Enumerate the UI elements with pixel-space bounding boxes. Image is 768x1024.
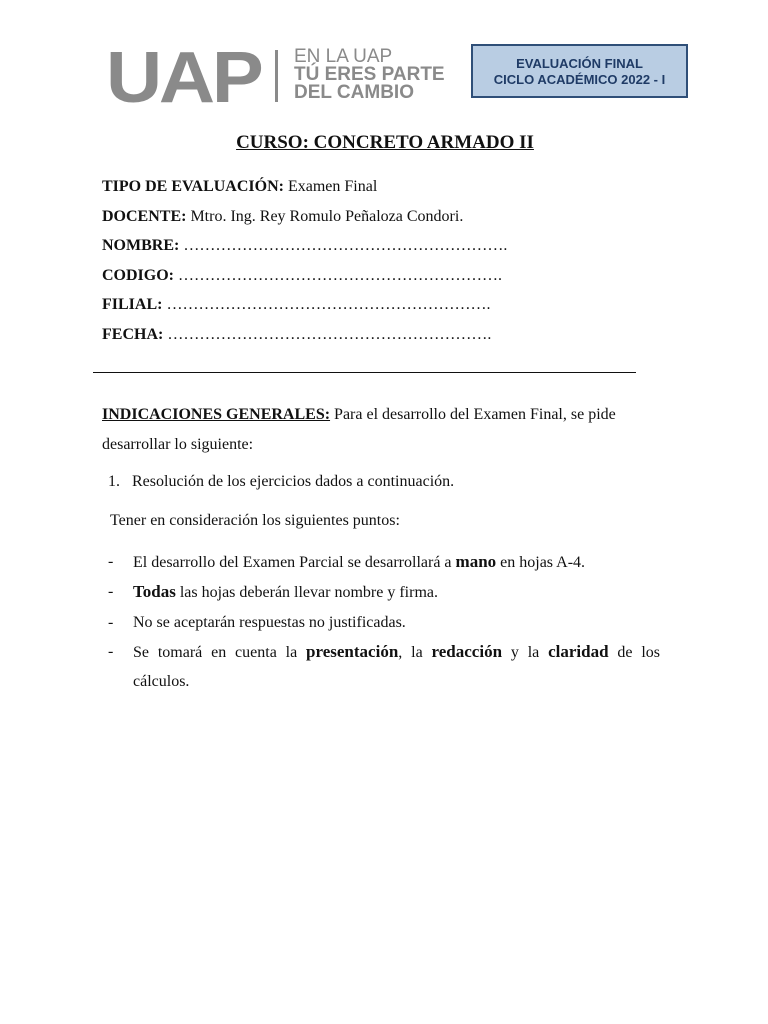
logo-slogan-line-1: EN LA UAP bbox=[294, 46, 393, 67]
horizontal-divider bbox=[93, 372, 636, 373]
info-label: DOCENTE: bbox=[102, 207, 187, 225]
bullet-emphasis: claridad bbox=[548, 641, 609, 661]
bullet-item bbox=[108, 608, 660, 637]
indications-label: INDICACIONES GENERALES: bbox=[102, 406, 331, 423]
logo-brand: UAP bbox=[106, 38, 261, 118]
item-number: 1. bbox=[108, 473, 120, 490]
bullet-text: en hojas A-4. bbox=[496, 554, 586, 571]
evaluation-box bbox=[471, 44, 688, 98]
evaluation-title: EVALUACIÓN FINAL bbox=[516, 56, 643, 71]
uap-logo bbox=[106, 38, 446, 118]
info-label: TIPO DE EVALUACIÓN: bbox=[102, 178, 284, 195]
bullet-list bbox=[108, 547, 660, 696]
bullet-emphasis: redacción bbox=[431, 641, 503, 661]
bullet-dash: - bbox=[108, 613, 114, 631]
bullet-item bbox=[108, 547, 660, 577]
bullet-text: de los cálculos. bbox=[133, 643, 661, 691]
info-blank: ……………………………………………………. bbox=[167, 325, 492, 343]
consider-text: Tener en consideración los siguientes puntos: bbox=[110, 512, 400, 529]
info-blank: ……………………………………………………. bbox=[178, 266, 502, 284]
bullet-text: No se aceptarán respuestas no justificadas. bbox=[133, 613, 406, 631]
bullet-dash: - bbox=[108, 583, 114, 601]
bullet-text: las hojas deberán llevar nombre y firma. bbox=[175, 584, 438, 602]
logo-divider bbox=[275, 50, 278, 102]
logo-slogan-line-2: TÚ ERES PARTE bbox=[294, 64, 445, 85]
bullet-text: El desarrollo del Examen Parcial se desarrollará a bbox=[133, 554, 456, 571]
info-row-type bbox=[102, 175, 507, 205]
general-indications bbox=[102, 400, 662, 460]
exam-info bbox=[102, 175, 507, 352]
course-title: CURSO: CONCRETO ARMADO II bbox=[236, 132, 534, 153]
bullet-emphasis: presentación bbox=[306, 641, 399, 661]
bullet-text: , la bbox=[398, 643, 432, 661]
info-value: Mtro. Ing. Rey Romulo Peñaloza Condori. bbox=[190, 207, 464, 225]
bullet-text: y la bbox=[502, 643, 549, 661]
info-label: NOMBRE: bbox=[102, 237, 180, 254]
indications-text: Para el desarrollo del Examen Final, se pide desarrollar lo siguiente: bbox=[102, 406, 616, 453]
info-row-branch bbox=[102, 293, 507, 323]
info-label: CODIGO: bbox=[102, 266, 174, 284]
info-blank: ……………………………………………………. bbox=[166, 296, 491, 313]
numbered-item bbox=[108, 470, 454, 494]
bullet-emphasis: mano bbox=[455, 552, 497, 571]
bullet-dash: - bbox=[108, 553, 114, 570]
info-row-name bbox=[102, 234, 507, 264]
bullet-item bbox=[108, 577, 660, 607]
info-label: FECHA: bbox=[102, 325, 164, 343]
logo-slogan-line-3: DEL CAMBIO bbox=[294, 82, 414, 103]
bullet-dash: - bbox=[108, 642, 114, 660]
logo-slogan bbox=[294, 48, 454, 102]
item-text: Resolución de los ejercicios dados a continuación. bbox=[132, 473, 455, 490]
academic-cycle: CICLO ACADÉMICO 2022 - I bbox=[493, 72, 666, 87]
bullet-text: Se tomará en cuenta la bbox=[133, 643, 307, 661]
bullet-emphasis: Todas bbox=[133, 582, 176, 602]
info-row-teacher bbox=[102, 205, 507, 235]
info-label: FILIAL: bbox=[102, 296, 163, 313]
info-blank: ……………………………………………………. bbox=[183, 237, 508, 254]
info-row-date bbox=[102, 323, 507, 353]
info-row-code bbox=[102, 264, 507, 294]
bullet-item bbox=[108, 637, 660, 697]
info-value: Examen Final bbox=[287, 178, 378, 195]
